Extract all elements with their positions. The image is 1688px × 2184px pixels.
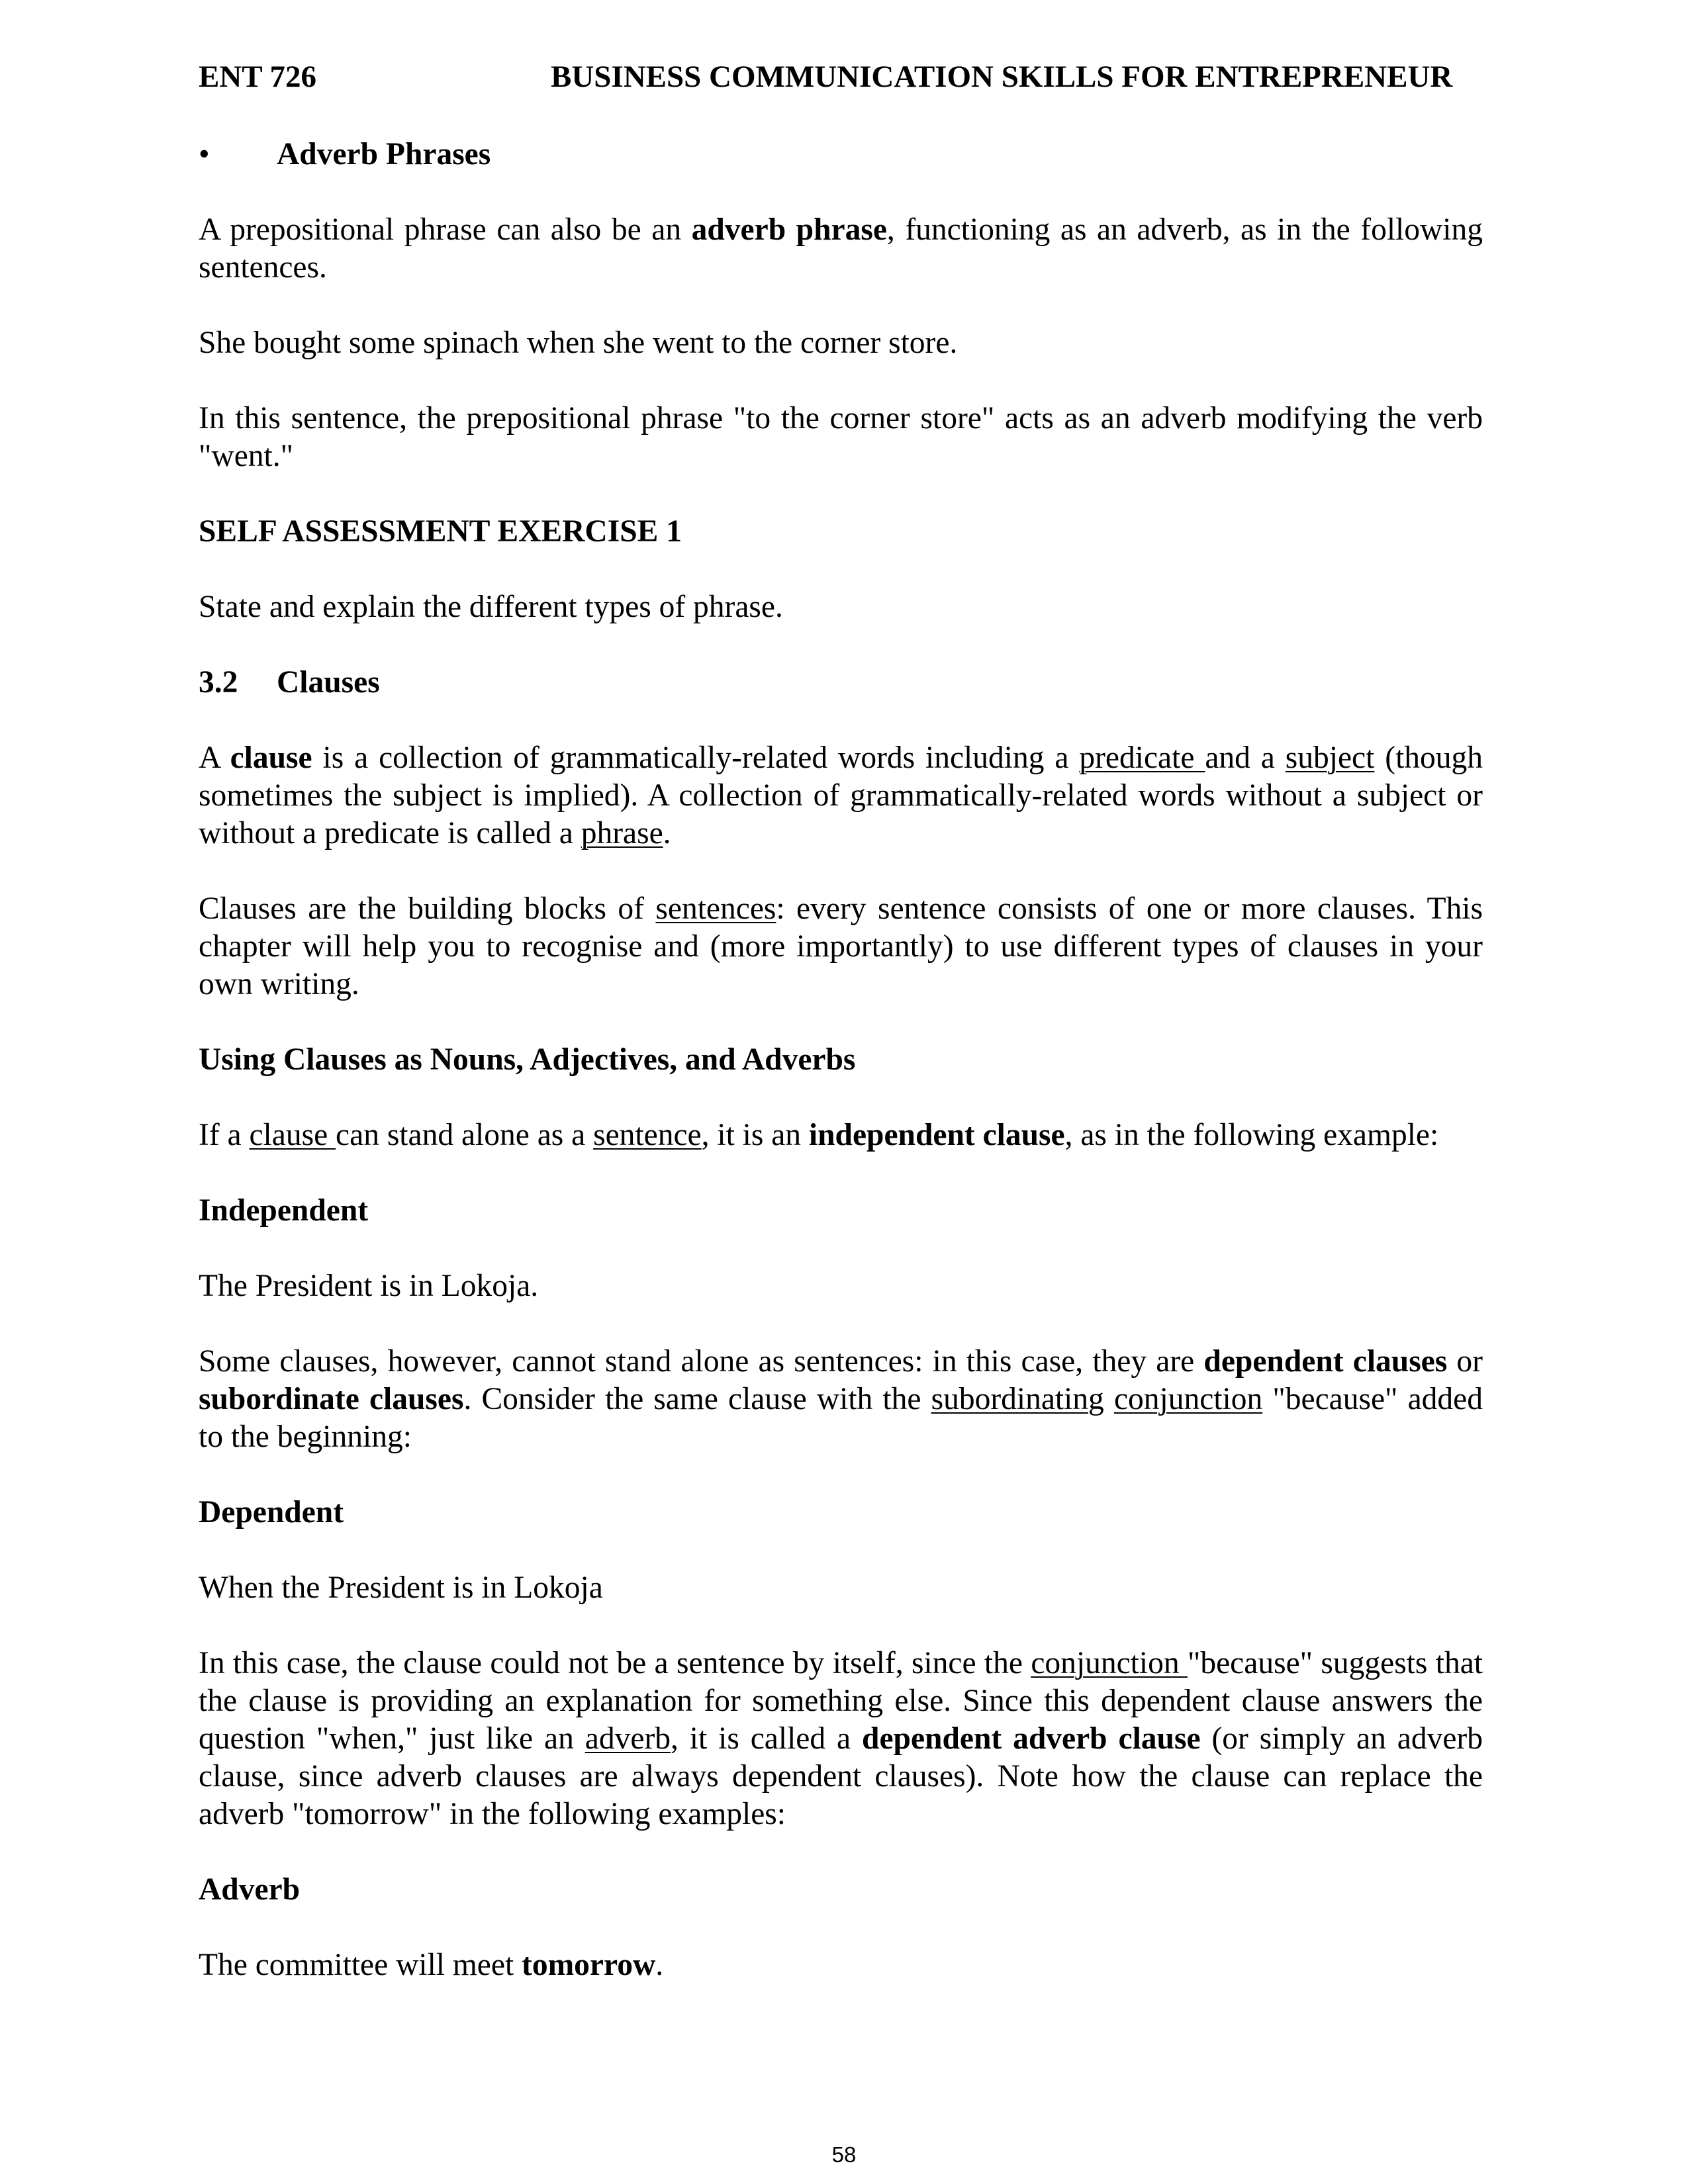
text-run: A prepositional phrase can also be an [199, 212, 692, 247]
adverb-phrases-heading [199, 136, 1483, 173]
bold-term: adverb phrase [691, 212, 887, 247]
self-assessment-heading: SELF ASSESSMENT EXERCISE 1 [199, 514, 682, 549]
section-number: 3.2 [199, 665, 238, 700]
underlined-term: sentence [593, 1118, 702, 1152]
underlined-term: conjunction [1113, 1382, 1263, 1416]
underlined-term: subordinating [931, 1382, 1104, 1416]
underlined-term: conjunction [1031, 1646, 1188, 1680]
bold-term: clause [230, 741, 312, 775]
text-run: , functioning as an adverb, as in the following sentences. [199, 212, 1483, 285]
underlined-term: adverb [585, 1721, 671, 1756]
page-content [199, 136, 1483, 2022]
text-run: can stand alone as a [336, 1118, 594, 1152]
text-run: , it is called a [671, 1721, 863, 1756]
text-run: , it is an [701, 1118, 809, 1152]
underlined-term: sentences [655, 891, 776, 926]
independent-example: The President is in Lokoja. [199, 1269, 539, 1303]
independent-label: Independent [199, 1193, 369, 1228]
using-clauses-heading: Using Clauses as Nouns, Adjectives, and Adverbs [199, 1042, 856, 1077]
adverb-phrases-heading-text: Adverb Phrases [277, 137, 491, 171]
course-code: ENT 726 [199, 60, 317, 94]
adverb-clause-paragraph [199, 1645, 1483, 1833]
text-run: : every sentence consists of one or more clauses. This chapter will help you to recognise and (more importantly) to use different types of clauses in your own writing. [199, 891, 1483, 1001]
text-run: . Consider the same clause with the [463, 1382, 931, 1416]
text-run: Some clauses, however, cannot stand alone as sentences: in this case, they are [199, 1344, 1204, 1379]
bold-term: subordinate clauses [199, 1382, 464, 1416]
text-run: The committee will meet [199, 1948, 522, 1982]
clauses-paragraph-1 [199, 739, 1483, 852]
text-run: A [199, 741, 230, 775]
dependent-clause-paragraph [199, 1343, 1483, 1456]
bold-term: dependent clauses [1203, 1344, 1448, 1379]
text-run: . [655, 1948, 664, 1982]
text-run: or [1447, 1344, 1483, 1379]
underlined-term: predicate [1079, 741, 1205, 775]
text-run: (though sometimes the subject is implied). A collection of grammatically-related words without a subject or without a predicate is called a [199, 741, 1483, 850]
text-run: Clauses are the building blocks of [199, 891, 656, 926]
text-run [1104, 1382, 1114, 1416]
adverb-label: Adverb [199, 1872, 301, 1907]
clauses-paragraph-2 [199, 890, 1483, 1003]
text-run: , as in the following example: [1064, 1118, 1439, 1152]
section-heading-clauses [199, 664, 1483, 702]
text-run: In this case, the clause could not be a sentence by itself, since the [199, 1646, 1031, 1680]
text-run: "because" added to the beginning: [199, 1382, 1483, 1454]
adverb-phrases-explanation: In this sentence, the prepositional phrase "to the corner store" acts as an adverb modifying the verb "went." [199, 401, 1483, 473]
underlined-term: clause [249, 1118, 336, 1152]
independent-clause-paragraph [199, 1116, 1483, 1154]
dependent-label: Dependent [199, 1495, 344, 1529]
text-run: and a [1205, 741, 1286, 775]
course-title: BUSINESS COMMUNICATION SKILLS FOR ENTREPRENEUR [551, 60, 1453, 94]
bullet-icon: • [199, 137, 210, 171]
section-title: Clauses [277, 665, 380, 700]
adverb-phrases-example: She bought some spinach when she went to the corner store. [199, 326, 958, 360]
text-run: "because" suggests that the clause is providing an explanation for something else. Since this dependent clause answers the question "when," just like an [199, 1646, 1483, 1756]
text-run: . [663, 816, 671, 850]
page-number: 58 [831, 2142, 857, 2167]
bold-term: independent clause [808, 1118, 1065, 1152]
dependent-example: When the President is in Lokoja [199, 1570, 603, 1605]
adverb-example [199, 1946, 1483, 1984]
underlined-term: phrase [581, 816, 663, 850]
text-run: (or simply an adverb clause, since adverb clauses are always dependent clauses). Note how the clause can replace the adverb "tomorrow" in the following examples: [199, 1721, 1483, 1831]
adverb-phrases-intro [199, 211, 1483, 287]
underlined-term: subject [1285, 741, 1375, 775]
text-run: If a [199, 1118, 250, 1152]
bold-term: dependent adverb clause [862, 1721, 1201, 1756]
text-run: is a collection of grammatically-related words including a [312, 741, 1080, 775]
bold-term: tomorrow [522, 1948, 656, 1982]
self-assessment-question: State and explain the different types of phrase. [199, 590, 783, 624]
